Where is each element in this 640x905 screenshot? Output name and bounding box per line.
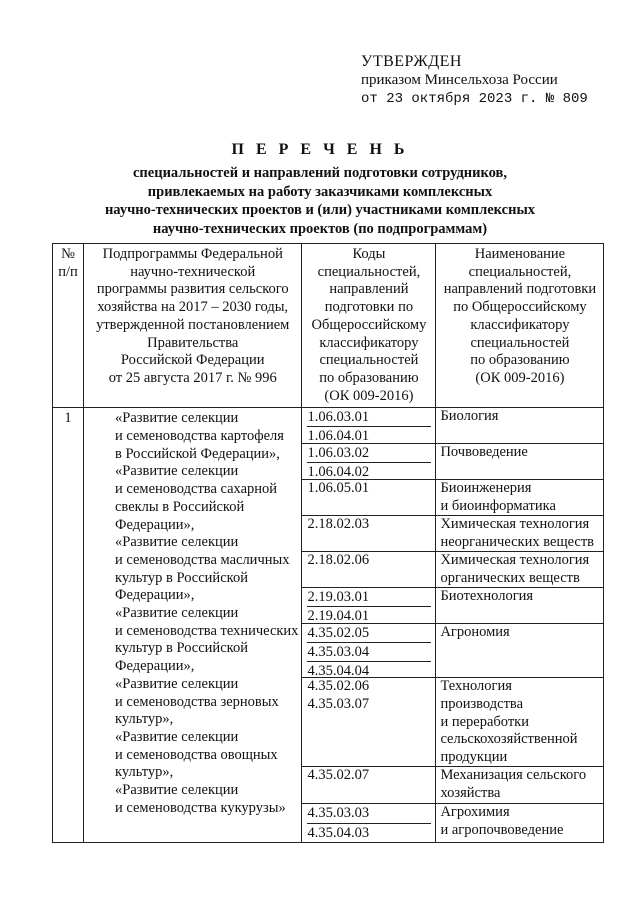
subprogram-line: Федерации»,	[115, 516, 195, 533]
specialty-code: 4.35.03.04	[307, 643, 431, 662]
specialty-name: и переработки	[440, 713, 529, 730]
subprograms-cell	[84, 408, 302, 843]
specialty-name: Почвоведение	[440, 444, 528, 461]
specialty-name: Биотехнология	[440, 588, 534, 605]
header-line: Правительства	[147, 334, 239, 351]
subprogram-line: в Российской Федерации»,	[115, 445, 280, 462]
specialty-code: 4.35.02.06	[307, 678, 370, 695]
document-title: П Е Р Е Ч Е Н Ь	[231, 141, 409, 158]
specialty-code: 2.19.03.01	[307, 588, 431, 607]
name-group	[436, 516, 603, 552]
specialty-name: и биоинформатика	[440, 498, 556, 515]
subprogram-line: и семеноводства картофеля	[115, 428, 284, 445]
name-group	[436, 552, 603, 588]
specialty-name: и агропочвоведение	[440, 822, 564, 839]
specialty-code: 4.35.03.07	[307, 696, 370, 713]
name-group	[436, 767, 603, 804]
specialty-name: Биоинженерия	[440, 480, 532, 497]
subprogram-line: культур»,	[115, 711, 174, 728]
header-subprograms	[84, 244, 302, 408]
row-number: 1	[53, 408, 84, 843]
header-line: Российской Федерации	[120, 352, 265, 369]
codes-cell	[302, 408, 436, 843]
header-line: специальностей,	[317, 263, 421, 280]
header-line: подготовки по	[324, 299, 414, 316]
specialty-name: хозяйства	[440, 785, 501, 802]
name-group	[436, 408, 603, 444]
header-line: по образованию	[319, 369, 419, 386]
subprogram-line: культур»,	[115, 764, 174, 781]
header-line: Коды	[352, 246, 386, 262]
header-line: специальностей,	[468, 263, 572, 280]
header-line: хозяйства на 2017 – 2030 годы,	[97, 299, 289, 316]
document-subtitle	[0, 164, 640, 238]
specialty-name: органических веществ	[440, 570, 580, 587]
approval-stamp	[361, 52, 588, 109]
specialty-name: Технология	[440, 678, 512, 695]
subprogram-line: свеклы в Российской	[115, 498, 245, 515]
header-line: от 25 августа 2017 г. № 996	[108, 369, 277, 386]
subtitle-line: научно-технических проектов (по подпрограммам)	[152, 220, 488, 237]
specialty-name: Химическая технология	[440, 516, 590, 533]
header-line: классификатору	[319, 334, 419, 351]
name-group	[436, 444, 603, 480]
specialty-code: 4.35.04.03	[307, 825, 370, 842]
header-line: специальностей	[319, 352, 419, 369]
subprogram-line: «Развитие селекции	[115, 675, 239, 692]
header-line: (ОК 009-2016)	[324, 387, 414, 404]
code-group	[302, 408, 435, 444]
header-line: Подпрограммы Федеральной	[102, 246, 283, 262]
header-line: Наименование	[474, 246, 566, 262]
table-row	[53, 408, 604, 843]
specialty-code: 2.19.04.01	[307, 608, 370, 625]
specialty-name: Механизация сельского	[440, 767, 587, 784]
name-group	[436, 804, 603, 842]
approval-title: УТВЕРЖДЕН	[361, 53, 462, 70]
subprogram-line: и семеноводства масличных	[115, 551, 290, 568]
approval-date: от 23 октября 2023 г. № 809	[361, 91, 588, 107]
header-line: специальностей	[470, 334, 570, 351]
code-group	[302, 678, 435, 767]
header-line: по Общероссийскому	[453, 299, 587, 316]
header-line: по образованию	[470, 352, 570, 369]
header-line: утвержденной постановлением	[96, 316, 290, 333]
specialty-code: 1.06.03.01	[307, 408, 431, 427]
name-group	[436, 480, 603, 516]
specialty-code: 4.35.02.07	[307, 767, 370, 784]
subprogram-line: и семеноводства кукурузы»	[115, 799, 286, 816]
subprogram-line: «Развитие селекции	[115, 605, 239, 622]
code-group	[302, 480, 435, 516]
header-names	[436, 244, 604, 408]
subprogram-line: «Развитие селекции	[115, 463, 239, 480]
header-number	[53, 244, 84, 408]
header-line: программы развития сельского	[96, 281, 289, 298]
specialty-code: 4.35.03.03	[307, 804, 431, 824]
names-cell	[436, 408, 604, 843]
code-group	[302, 588, 435, 624]
specialty-code: 4.35.02.05	[307, 624, 431, 643]
subprogram-line: культур в Российской	[115, 569, 248, 586]
code-group	[302, 624, 435, 678]
table-header-row	[53, 244, 604, 408]
subprogram-line: «Развитие селекции	[115, 534, 239, 551]
subprogram-line: «Развитие селекции	[115, 782, 239, 799]
code-group	[302, 552, 435, 588]
code-group	[302, 804, 435, 842]
specialty-code: 2.18.02.03	[307, 516, 370, 533]
specialty-name: производства	[440, 696, 524, 713]
subprogram-line: «Развитие селекции	[115, 410, 239, 427]
subprogram-line: культур в Российской	[115, 640, 248, 657]
header-line: Общероссийскому	[311, 316, 427, 333]
header-line: (ОК 009-2016)	[475, 369, 565, 386]
code-group	[302, 767, 435, 804]
specialty-code: 4.35.04.04	[307, 663, 370, 680]
specialty-name: Агрохимия	[440, 804, 510, 821]
subtitle-line: привлекаемых на работу заказчиками комплексных	[147, 183, 493, 200]
name-group	[436, 624, 603, 678]
code-group	[302, 516, 435, 552]
specialty-code: 2.18.02.06	[307, 552, 370, 569]
specialty-name: неорганических веществ	[440, 534, 595, 551]
subprogram-line: и семеноводства овощных	[115, 746, 278, 763]
code-group	[302, 444, 435, 480]
header-line: научно-технической	[130, 263, 256, 280]
header-line: направлений подготовки	[443, 281, 597, 298]
header-line: направлений	[329, 281, 409, 298]
specialty-name: Биология	[440, 408, 499, 425]
subprogram-line: и семеноводства сахарной	[115, 481, 278, 498]
name-group	[436, 588, 603, 624]
header-line: классификатору	[470, 316, 570, 333]
specialties-table	[52, 243, 604, 843]
specialty-code: 1.06.03.02	[307, 444, 431, 463]
subprogram-line: Федерации»,	[115, 587, 195, 604]
specialty-code: 1.06.05.01	[307, 480, 370, 497]
header-line: №	[61, 246, 75, 262]
subtitle-line: специальностей и направлений подготовки сотрудников,	[133, 165, 507, 181]
subprogram-line: «Развитие селекции	[115, 728, 239, 745]
subtitle-line: научно-технических проектов и (или) участниками комплексных	[104, 202, 536, 218]
header-line: п/п	[58, 263, 78, 280]
name-group	[436, 678, 603, 767]
specialty-code: 1.06.04.02	[307, 464, 370, 481]
specialty-name: Химическая технология	[440, 552, 590, 569]
specialty-code: 1.06.04.01	[307, 428, 370, 445]
approval-order: приказом Минсельхоза России	[361, 72, 558, 88]
subprogram-line: и семеноводства зерновых	[115, 693, 279, 710]
specialty-name: Агрономия	[440, 624, 510, 641]
subprogram-line: Федерации»,	[115, 658, 195, 675]
subprogram-line: и семеноводства технических	[115, 622, 299, 639]
header-codes	[302, 244, 436, 408]
specialty-name: сельскохозяйственной	[440, 731, 578, 748]
specialty-name: продукции	[440, 749, 508, 766]
